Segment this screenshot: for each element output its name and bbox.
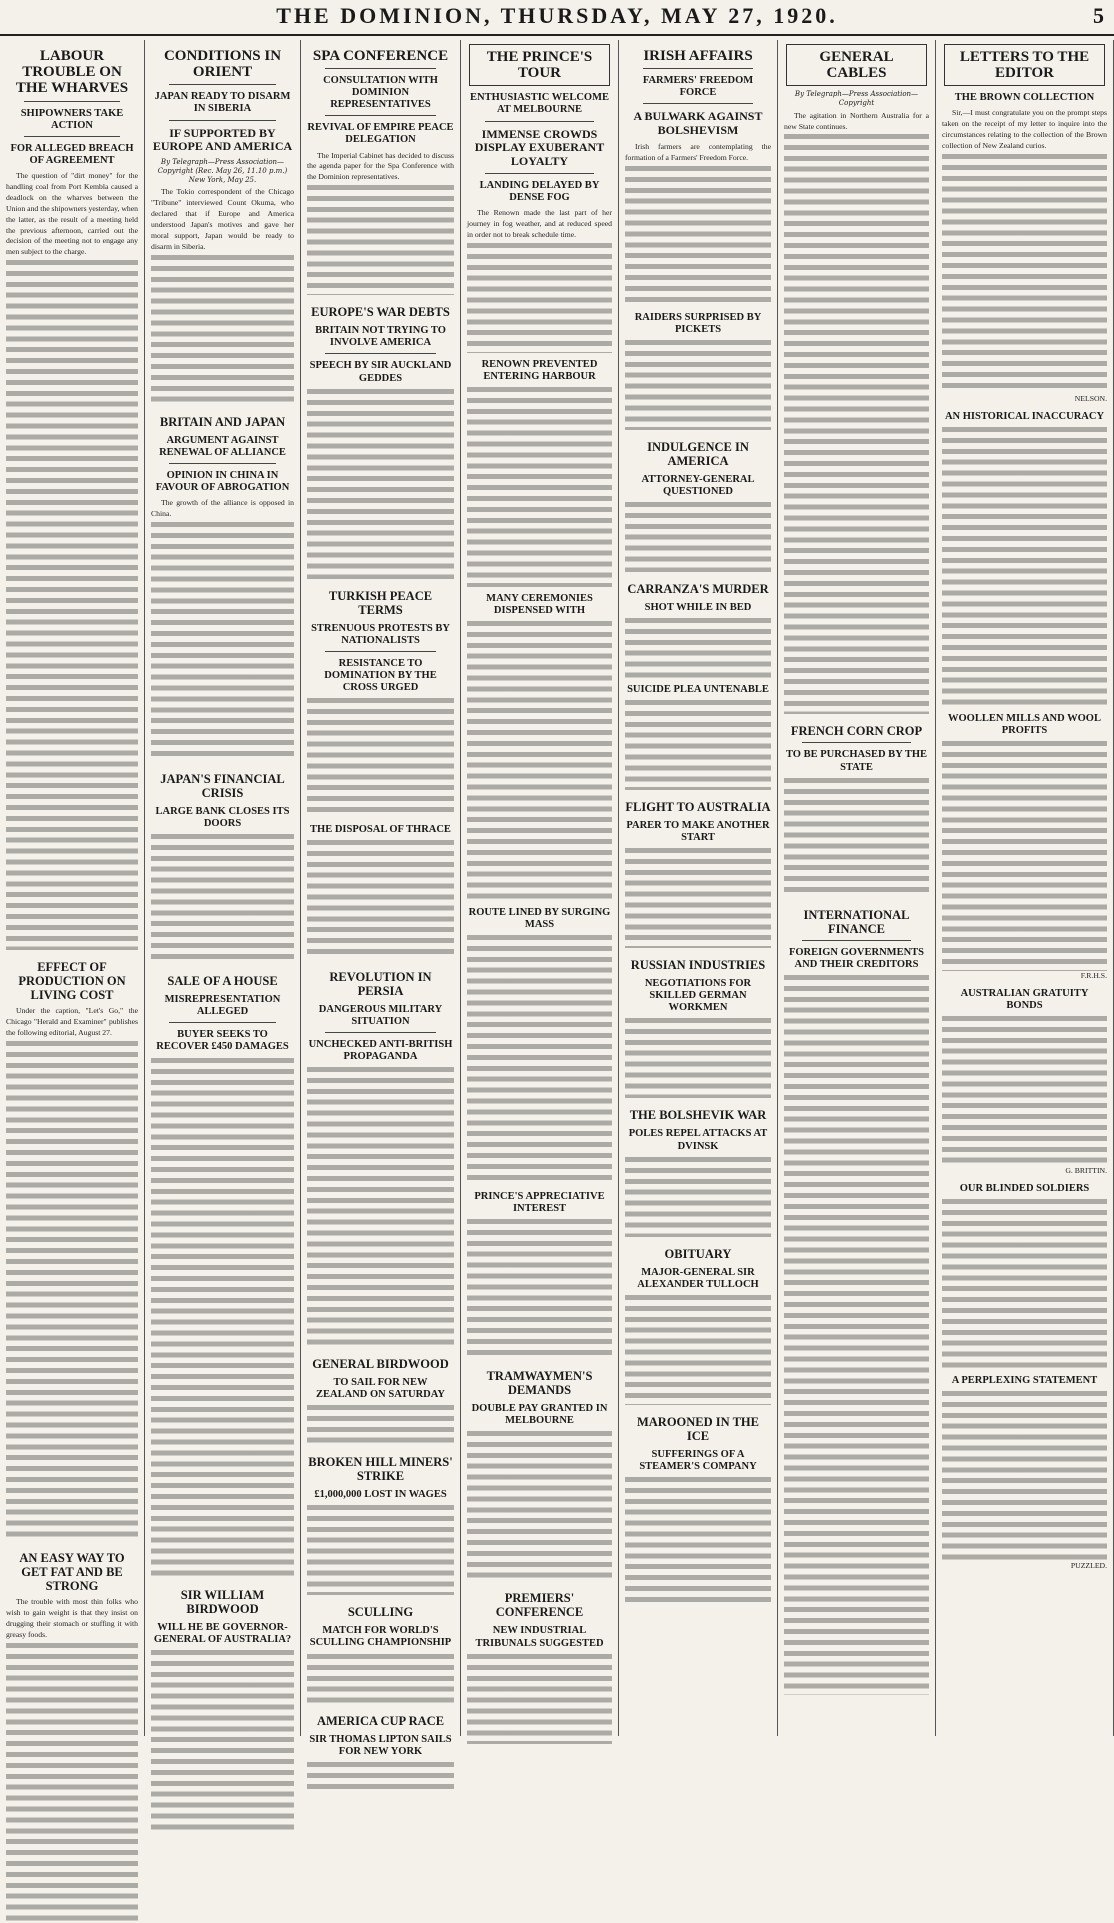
article-text [307,698,454,818]
section-heading: THE BOLSHEVIK WAR [629,1108,767,1123]
signature: NELSON. [1074,394,1107,404]
subheadline: BRITAIN NOT TRYING TO INVOLVE AMERICA [315,325,446,349]
article-text [467,621,612,901]
article-text [307,185,454,295]
divider [169,1022,276,1023]
headline: THE PRINCE'S TOUR [486,49,593,82]
headline: LABOUR TROUBLE ON THE WHARVES [15,48,129,97]
divider [24,101,120,102]
section-heading: SIR WILLIAM BIRDWOOD [180,1587,265,1616]
subheadline: NEW INDUSTRIAL TRIBUNALS SUGGESTED [475,1625,604,1649]
subheadline: ATTORNEY-GENERAL QUESTIONED [641,473,755,497]
divider [802,742,911,743]
article-text [467,1431,612,1581]
column-7 [936,40,1114,1736]
column-3 [301,40,461,1757]
article-text [151,255,294,405]
section-heading: OBITUARY [664,1246,732,1261]
signature: G. BRITTIN. [1065,1166,1107,1176]
headline-box [786,44,927,86]
subheadline: ARGUMENT AGAINST RENEWAL OF ALLIANCE [159,435,286,459]
section-heading: TRAMWAYMEN'S DEMANDS [486,1369,593,1398]
subheadline: PARER TO MAKE ANOTHER START [626,820,770,844]
subheadline: FARMERS' FREEDOM FORCE [642,75,754,99]
subheadline: RAIDERS SURPRISED BY PICKETS [634,311,762,335]
section-heading: INTERNATIONAL FINANCE [803,907,910,936]
subheadline: FOREIGN GOVERNMENTS AND THEIR CREDITORS [788,946,925,970]
subheadline: SHIPOWNERS TAKE ACTION [20,107,124,131]
subheadline: RESISTANCE TO DOMINATION BY THE CROSS URGED [324,657,437,693]
subheadline: A BULWARK AGAINST BOLSHEVISM [633,109,763,138]
signature: PUZZLED. [1070,1561,1107,1571]
article-text [784,975,929,1695]
subheadline: POLES REPEL ATTACKS AT DVINSK [628,1128,768,1152]
divider [169,120,276,121]
divider [325,115,436,116]
subheadline: IF SUPPORTED BY EUROPE AND AMERICA [152,125,293,154]
signature: F.R.H.S. [1080,971,1107,981]
article-lead: Irish farmers are contemplating the formation of a Farmers' Freedom Force. [625,141,771,162]
headline: SPA CONFERENCE [312,48,449,64]
article-lead: The growth of the alliance is opposed in China. [151,498,294,519]
article-text [625,618,771,678]
divider [485,173,594,174]
article-text [625,1018,771,1098]
section-heading: JAPAN'S FINANCIAL CRISIS [160,772,285,801]
article-text [6,1643,138,1923]
article-text [942,154,1107,394]
subheadline: BUYER SEEKS TO RECOVER £450 DAMAGES [156,1029,289,1053]
subheadline: SUFFERINGS OF A STEAMER'S COMPANY [639,1448,757,1472]
article-text [151,1650,294,1830]
subheadline: LARGE BANK CLOSES ITS DOORS [155,806,290,830]
article-text [942,427,1107,707]
subheadline: PRINCE'S APPRECIATIVE INTEREST [474,1191,605,1215]
article-text [467,935,612,1185]
article-lead: The question of "dirt money" for the handling coal from Port Kembla caused a deadlock on the wharves between the Union and the shipowners yesterday, when the latter, as the result of a meeting held the previous afternoon, carried out the decision of the meeting not to engage any men subject to the charge. [6,170,138,257]
divider [169,463,276,464]
subheadline: AUSTRALIAN GRATUITY BONDS [960,988,1089,1012]
column-4 [461,40,619,1736]
article-text [151,1058,294,1578]
subheadline: ROUTE LINED BY SURGING MASS [468,907,611,931]
subheadline: MAJOR-GENERAL SIR ALEXANDER TULLOCH [637,1266,759,1290]
subheadline: SHOT WHILE IN BED [644,602,752,614]
divider [169,84,276,85]
subheadline: AN HISTORICAL INACCURACY [944,411,1105,423]
subheadline: UNCHECKED ANTI-BRITISH PROPAGANDA [308,1039,453,1063]
divider [485,121,594,122]
headline: LETTERS TO THE EDITOR [959,49,1090,82]
article-text [625,700,771,790]
subheadline: ENTHUSIASTIC WELCOME AT MELBOURNE [470,92,609,116]
article-text [625,340,771,430]
subheadline: £1,000,000 LOST IN WAGES [314,1489,447,1501]
article-text [307,1762,454,1792]
article-text [307,840,454,960]
page-number: 5 [1093,3,1104,28]
section-heading: BRITAIN AND JAPAN [159,415,286,429]
subheadline: LANDING DELAYED BY DENSE FOG [479,179,600,203]
article-lead: Under the caption, "Let's Go," the Chicago "Herald and Examiner" publishes the following editorial, August 27. [6,1006,138,1038]
headline-box [469,44,610,86]
section-heading: MAROONED IN THE ICE [636,1414,759,1443]
section-heading: CARRANZA'S MURDER [627,582,769,597]
publication-title: THE DOMINION, THURSDAY, MAY 27, 1920. [276,3,838,28]
subheadline: DANGEROUS MILITARY SITUATION [318,1003,443,1027]
masthead [0,0,1114,36]
section-heading: REVOLUTION IN PERSIA [329,969,432,998]
dateline: By Telegraph—Press Association—Copyright [794,90,919,108]
section-heading: EUROPE'S WAR DEBTS [311,305,450,320]
subheadline: SIR THOMAS LIPTON SAILS FOR NEW YORK [309,1733,452,1757]
divider [325,651,436,652]
article-text [625,848,771,948]
divider [643,68,753,69]
divider [24,136,120,137]
article-text [942,1391,1107,1561]
article-text [625,1157,771,1237]
divider [325,68,436,69]
article-text [625,1477,771,1607]
subheadline: STRENUOUS PROTESTS BY NATIONALISTS [311,622,450,646]
article-text [151,522,294,762]
section-heading: FLIGHT TO AUSTRALIA [625,800,771,815]
article-lead: The agitation in Northern Australia for a new State continues. [784,110,929,131]
article-text [942,1016,1107,1166]
divider [325,353,436,354]
article-text [625,1295,771,1405]
subheadline: THE BROWN COLLECTION [954,92,1095,104]
subheadline: IMMENSE CROWDS DISPLAY EXUBERANT LOYALTY [474,126,605,169]
section-heading: AMERICA CUP RACE [316,1713,445,1728]
article-text [784,134,929,714]
article-text [151,834,294,964]
subheadline: TO BE PURCHASED BY THE STATE [785,749,927,773]
article-text [307,389,454,579]
article-text [307,1505,454,1595]
section-heading: TURKISH PEACE TERMS [328,588,433,617]
subheadline: DOUBLE PAY GRANTED IN MELBOURNE [471,1403,608,1427]
subheadline: A PERPLEXING STATEMENT [951,1375,1098,1387]
column-2 [145,40,301,1736]
headline: GENERAL CABLES [819,49,894,82]
divider [802,940,911,941]
subheadline: REVIVAL OF EMPIRE PEACE DELEGATION [307,122,454,146]
subheadline: SUICIDE PLEA UNTENABLE [627,684,769,696]
subheadline: FOR ALLEGED BREACH OF AGREEMENT [10,142,134,166]
divider [643,103,753,104]
section-heading: RUSSIAN INDUSTRIES [630,958,766,973]
column-5 [619,40,778,1736]
subheadline: CONSULTATION WITH DOMINION REPRESENTATIVES [323,75,438,111]
article-text [467,243,612,353]
article-text [307,1067,454,1347]
divider [325,1032,436,1033]
headline: IRISH AFFAIRS [643,48,753,64]
article-text [6,260,138,950]
article-lead: Sir,—I must congratulate you on the prompt steps taken on the receipt of my letter to inquire into the circumstances relating to the collection of the Brown collection of New Zealand curios. [942,108,1107,151]
headline-box [944,44,1105,86]
article-lead: The trouble with most thin folks who wish to gain weight is that they insist on drugging their stomach or stuffing it with greasy foods. [6,1597,138,1639]
column-6 [778,40,936,1736]
article-text [467,1219,612,1359]
article-lead: The Renown made the last part of her journey in fog weather, and at reduced speed in order not to break schedule time. [467,208,612,239]
section-heading: INDULGENCE IN AMERICA [647,439,749,468]
article-text [784,778,929,898]
headline: CONDITIONS IN ORIENT [163,48,282,81]
subheadline: JAPAN READY TO DISARM IN SIBERIA [154,91,291,115]
subheadline: TO SAIL FOR NEW ZEALAND ON SATURDAY [316,1377,445,1401]
section-heading: AN EASY WAY TO GET FAT AND BE STRONG [19,1551,125,1594]
subheadline: MISREPRESENTATION ALLEGED [164,994,281,1018]
subheadline: RENOWN PREVENTED ENTERING HARBOUR [481,358,598,382]
article-text [942,741,1107,971]
subheadline: OPINION IN CHINA IN FAVOUR OF ABROGATION [155,470,290,494]
section-heading: BROKEN HILL MINERS' STRIKE [308,1455,453,1484]
article-text [625,166,771,306]
article-text [625,502,771,572]
article-lead: The Imperial Cabinet has decided to discuss the agenda paper for the Spa Conference with the Dominion representatives. [307,150,454,182]
subheadline: THE DISPOSAL OF THRACE [310,823,451,835]
column-1 [0,40,145,1736]
article-text [467,387,612,587]
subheadline: SPEECH BY SIR AUCKLAND GEDDES [309,360,452,384]
section-heading: SALE OF A HOUSE [167,974,278,989]
article-text [307,1654,454,1704]
article-text [6,1041,138,1541]
article-text [942,1199,1107,1369]
subheadline: NEGOTIATIONS FOR SKILLED GERMAN WORKMEN [644,978,752,1014]
section-heading: GENERAL BIRDWOOD [312,1357,449,1372]
article-text [307,1405,454,1445]
dateline: By Telegraph—Press Association—Copyright (Rec. May 26, 11.10 p.m.) New York, May 25. [157,158,288,185]
subheadline: MATCH FOR WORLD'S SCULLING CHAMPIONSHIP [309,1625,452,1649]
subheadline: MANY CEREMONIES DISPENSED WITH [486,592,593,617]
section-heading: SCULLING [347,1605,414,1620]
subheadline: WOOLLEN MILLS AND WOOL PROFITS [948,713,1101,737]
subheadline: WILL HE BE GOVERNOR-GENERAL OF AUSTRALIA? [153,1621,292,1645]
section-heading: FRENCH CORN CROP [790,724,923,739]
section-heading: EFFECT OF PRODUCTION ON LIVING COST [18,960,126,1003]
article-text [467,1654,612,1744]
section-heading: PREMIERS' CONFERENCE [495,1591,584,1620]
article-lead: The Tokio correspondent of the Chicago "Tribune" interviewed Count Okuma, who declared that if Europe and America understood Japan's motives and gave her moral support, Japan would be ready to disarm in Siberia. [151,187,294,252]
subheadline: OUR BLINDED SOLDIERS [959,1183,1090,1195]
